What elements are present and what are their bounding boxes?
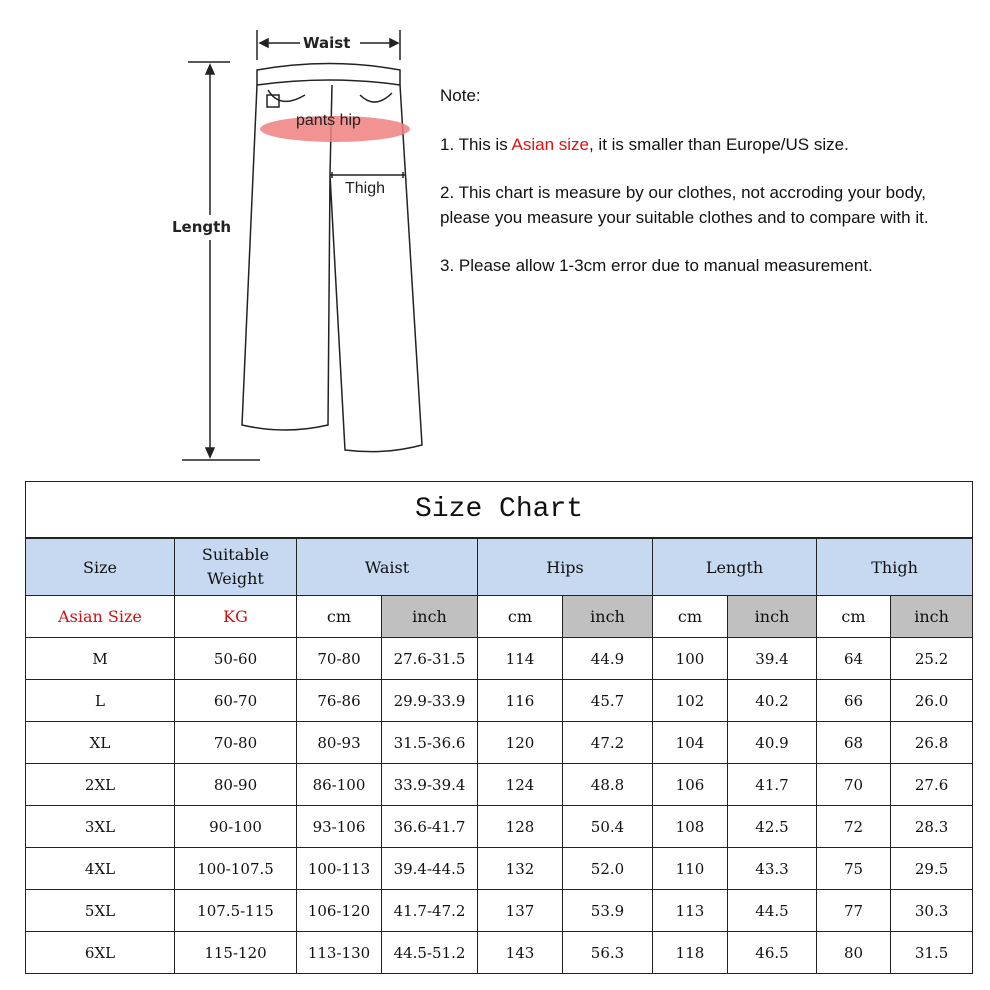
table-cell: 100 [653,638,728,680]
table-cell: 56.3 [563,932,653,974]
table-cell: 47.2 [563,722,653,764]
table-cell: 70-80 [175,722,297,764]
table-row [26,722,973,764]
table-cell: 113-130 [297,932,382,974]
subheader-inch: inch [728,596,817,638]
table-cell: 50.4 [563,806,653,848]
size-cell: 4XL [26,848,175,890]
note-3: 3. Please allow 1-3cm error due to manual measurement. [440,256,873,275]
table-row [26,806,973,848]
column-header-waist: Waist [297,538,478,596]
table-cell: 77 [817,890,891,932]
table-row [26,932,973,974]
table-cell: 52.0 [563,848,653,890]
table-cell: 100-113 [297,848,382,890]
table-cell: 120 [478,722,563,764]
table-cell: 70 [817,764,891,806]
table-cell: 76-86 [297,680,382,722]
table-title: Size Chart [26,482,973,539]
subheader-asian-size: Asian Size [26,596,175,638]
table-cell: 48.8 [563,764,653,806]
table-cell: 86-100 [297,764,382,806]
thigh-label: Thigh [345,180,386,197]
subheader-inch: inch [382,596,478,638]
column-header-thigh: Thigh [817,538,973,596]
table-cell: 39.4 [728,638,817,680]
table-cell: 116 [478,680,563,722]
table-cell: 115-120 [175,932,297,974]
table-cell: 36.6-41.7 [382,806,478,848]
table-cell: 44.5 [728,890,817,932]
table-cell: 100-107.5 [175,848,297,890]
table-row [26,638,973,680]
note-2-text: 2. This chart is measure by our clothes, not accroding your body, [440,183,927,202]
table-cell: 80-90 [175,764,297,806]
table-cell: 143 [478,932,563,974]
table-row [26,764,973,806]
table-cell: 31.5-36.6 [382,722,478,764]
waist-label: Waist [303,34,351,52]
size-cell: 5XL [26,890,175,932]
size-cell: L [26,680,175,722]
table-cell: 110 [653,848,728,890]
table-cell: 70-80 [297,638,382,680]
table-cell: 50-60 [175,638,297,680]
subheader-cm: cm [297,596,382,638]
table-cell: 132 [478,848,563,890]
table-cell: 29.5 [891,848,973,890]
table-cell: 27.6 [891,764,973,806]
size-cell: 3XL [26,806,175,848]
table-cell: 41.7-47.2 [382,890,478,932]
table-cell: 68 [817,722,891,764]
subheader-cm: cm [817,596,891,638]
header-row [26,538,973,596]
table-cell: 107.5-115 [175,890,297,932]
table-cell: 113 [653,890,728,932]
table-cell: 26.0 [891,680,973,722]
table-cell: 42.5 [728,806,817,848]
table-cell: 46.5 [728,932,817,974]
table-row [26,848,973,890]
note-1 [440,133,960,158]
table-cell: 90-100 [175,806,297,848]
column-header-hips: Hips [478,538,653,596]
table-cell: 44.5-51.2 [382,932,478,974]
note-2 [440,181,960,230]
note-2-text-cont: please you measure your suitable clothes and to compare with it. [440,207,929,227]
table-cell: 72 [817,806,891,848]
table-cell: 28.3 [891,806,973,848]
table-cell: 124 [478,764,563,806]
table-cell: 40.2 [728,680,817,722]
table-cell: 93-106 [297,806,382,848]
subheader-kg: KG [175,596,297,638]
pants-illustration [160,25,430,470]
subheader-inch: inch [891,596,973,638]
subheader-cm: cm [653,596,728,638]
size-cell: XL [26,722,175,764]
column-header-length: Length [653,538,817,596]
size-cell: 6XL [26,932,175,974]
table-cell: 102 [653,680,728,722]
table-cell: 33.9-39.4 [382,764,478,806]
size-notes [440,84,960,303]
table-cell: 108 [653,806,728,848]
table-cell: 106-120 [297,890,382,932]
table-cell: 104 [653,722,728,764]
pants-diagram [160,25,430,470]
pants-hip-label: pants hip [296,112,361,129]
table-cell: 118 [653,932,728,974]
table-cell: 114 [478,638,563,680]
size-cell: M [26,638,175,680]
table-cell: 128 [478,806,563,848]
table-cell: 41.7 [728,764,817,806]
table-cell: 64 [817,638,891,680]
table-cell: 66 [817,680,891,722]
size-cell: 2XL [26,764,175,806]
size-chart-table [25,481,973,974]
table-cell: 30.3 [891,890,973,932]
note-1-text-end: , it is smaller than Europe/US size. [588,134,849,154]
table-cell: 60-70 [175,680,297,722]
table-cell: 106 [653,764,728,806]
table-cell: 80 [817,932,891,974]
table-row [26,680,973,722]
note-heading: Note: [440,86,481,105]
table-cell: 29.9-33.9 [382,680,478,722]
table-cell: 25.2 [891,638,973,680]
column-header-size: Size [26,538,175,596]
column-header-suitable-weight: Suitable Weight [175,538,297,596]
note-1-text: 1. This is [440,134,512,154]
table-cell: 31.5 [891,932,973,974]
subheader-inch: inch [563,596,653,638]
table-cell: 137 [478,890,563,932]
table-cell: 27.6-31.5 [382,638,478,680]
table-cell: 80-93 [297,722,382,764]
length-label: Length [172,218,231,236]
asian-size-highlight: Asian size [511,134,589,154]
table-cell: 40.9 [728,722,817,764]
table-cell: 39.4-44.5 [382,848,478,890]
table-cell: 26.8 [891,722,973,764]
table-cell: 43.3 [728,848,817,890]
table-row [26,890,973,932]
table-cell: 45.7 [563,680,653,722]
table-cell: 75 [817,848,891,890]
subheader-row [26,596,973,638]
table-cell: 53.9 [563,890,653,932]
subheader-cm: cm [478,596,563,638]
table-cell: 44.9 [563,638,653,680]
